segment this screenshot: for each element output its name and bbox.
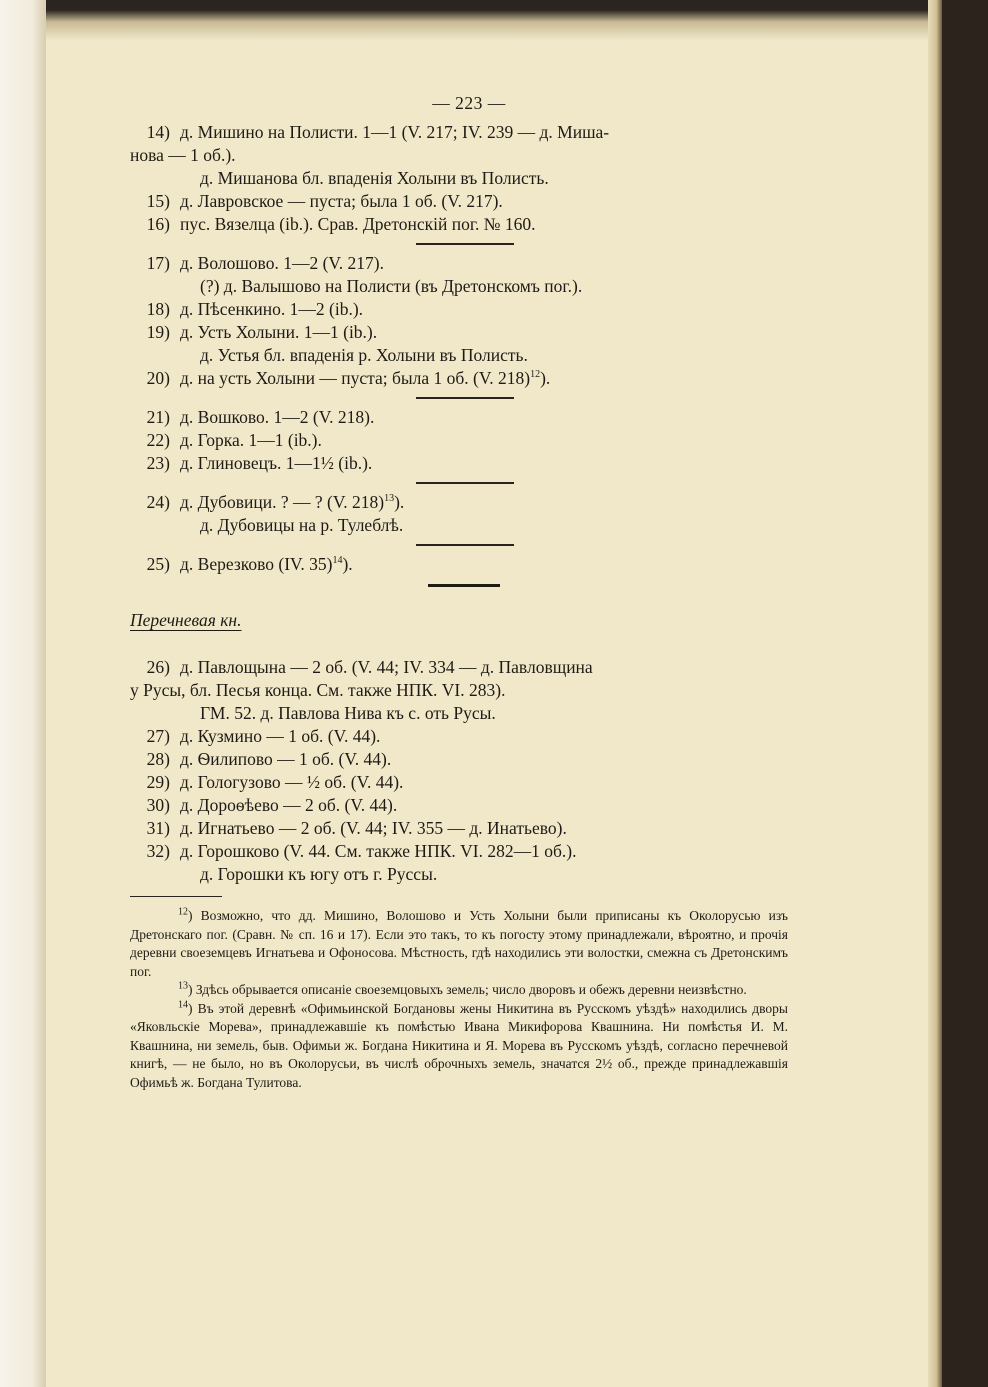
entry-number: 26) bbox=[146, 657, 170, 677]
entry-number: 16) bbox=[146, 214, 170, 234]
entry-text: д. Усть Холыни. 1—1 (ib.). bbox=[180, 322, 378, 342]
entry-note bbox=[130, 702, 788, 725]
footnote-ref: 14 bbox=[332, 555, 343, 567]
entry-tail: ). bbox=[342, 554, 353, 574]
entries-group bbox=[130, 121, 788, 236]
footnote-mark: 12 bbox=[178, 906, 188, 918]
footnote-ref: 12 bbox=[530, 369, 541, 381]
top-shadow bbox=[46, 0, 928, 40]
section-rule bbox=[416, 243, 514, 245]
entry-continuation-text: нова — 1 об.). bbox=[130, 145, 236, 165]
entry-number: 20) bbox=[146, 368, 170, 388]
entries-group bbox=[130, 252, 788, 390]
list-entry bbox=[130, 553, 788, 576]
entry-number: 22) bbox=[146, 430, 170, 450]
entry-text: д. Кузмино — 1 об. (V. 44). bbox=[180, 726, 381, 746]
list-entry bbox=[130, 190, 788, 213]
entry-note-text: (?) д. Валышово на Полисти (въ Дретонскомъ пог.). bbox=[200, 276, 583, 296]
list-entry bbox=[130, 771, 788, 794]
entry-number: 17) bbox=[146, 253, 170, 273]
entry-note bbox=[130, 863, 788, 886]
entry-number: 24) bbox=[146, 492, 170, 512]
footnote bbox=[130, 1000, 788, 1093]
section-rule bbox=[416, 544, 514, 546]
entry-text: д. на усть Холыни — пуста; была 1 об. (V. 218) bbox=[180, 368, 531, 388]
entry-text: д. Глиновецъ. 1—1½ (ib.). bbox=[180, 453, 373, 473]
entry-note-text: д. Дубовицы на р. Тулеблѣ. bbox=[200, 515, 404, 535]
list-entry bbox=[130, 252, 788, 275]
entry-text: д. Горка. 1—1 (ib.). bbox=[180, 430, 322, 450]
entry-number: 27) bbox=[146, 726, 170, 746]
list-entry bbox=[130, 656, 788, 679]
list-entry bbox=[130, 121, 788, 144]
section-title: Перечневая кн. bbox=[130, 610, 242, 630]
entry-text: д. Вошково. 1—2 (V. 218). bbox=[180, 407, 375, 427]
entry-note bbox=[130, 275, 788, 298]
book-left-page-edge bbox=[0, 0, 46, 1387]
footnote-rule bbox=[130, 896, 222, 897]
list-entry bbox=[130, 452, 788, 475]
entries-group bbox=[130, 491, 788, 537]
entry-note-text: д. Горошки къ югу отъ г. Руссы. bbox=[200, 864, 438, 884]
section-rule bbox=[416, 397, 514, 399]
entry-note bbox=[130, 344, 788, 367]
entry-text: д. Лавровское — пуста; была 1 об. (V. 217). bbox=[180, 191, 503, 211]
entry-number: 23) bbox=[146, 453, 170, 473]
list-entry bbox=[130, 213, 788, 236]
entry-continuation bbox=[130, 679, 788, 702]
list-entry bbox=[130, 491, 788, 514]
entry-note-text: ГМ. 52. д. Павлова Нива къ с. оть Русы. bbox=[200, 703, 496, 723]
entry-number: 21) bbox=[146, 407, 170, 427]
list-entry bbox=[130, 367, 788, 390]
entry-tail: ). bbox=[394, 492, 405, 512]
entry-number: 14) bbox=[146, 122, 170, 142]
entry-text: д. Дороѳѣево — 2 об. (V. 44). bbox=[180, 795, 398, 815]
entry-number: 15) bbox=[146, 191, 170, 211]
entry-continuation bbox=[130, 144, 788, 167]
entry-number: 25) bbox=[146, 554, 170, 574]
entry-number: 28) bbox=[146, 749, 170, 769]
footnote-text: ) Въ этой деревнѣ «Офимьинской Богдановы жены Никитина въ Русскомъ уѣздѣ» находились дворы «Яковльскіе Морева», принадлежавшіе къ помѣстью Ивана Микифорова Квашнина. Ни помѣстья И. М. Квашнина, ни земель, быв. Офимьи ж. Богдана Никитина и Я. Морева въ Русскомъ уѣздѣ, согласно перечневой книгѣ, — не было, но въ Околорусьи, въ числѣ оброчныхъ земель, значатся 2½ об., прежде принадлежавшія Офимьѣ ж. Богдана Тулитова. bbox=[130, 1000, 788, 1090]
entries-group bbox=[130, 656, 788, 886]
entry-note-text: д. Устья бл. впаденія р. Холыни въ Полисть. bbox=[200, 345, 528, 365]
entry-text: д. Верезково (IV. 35) bbox=[180, 554, 333, 574]
footnote bbox=[130, 981, 788, 1000]
entry-number: 29) bbox=[146, 772, 170, 792]
list-entry bbox=[130, 748, 788, 771]
entry-note bbox=[130, 514, 788, 537]
entry-text: д. Ѳилипово — 1 об. (V. 44). bbox=[180, 749, 392, 769]
entry-text: д. Павлощына — 2 об. (V. 44; IV. 334 — д. Павловщина bbox=[180, 657, 593, 677]
list-entry bbox=[130, 429, 788, 452]
entry-note bbox=[130, 167, 788, 190]
entry-number: 19) bbox=[146, 322, 170, 342]
entry-text: д. Гологузово — ½ об. (V. 44). bbox=[180, 772, 404, 792]
footnote-mark: 13 bbox=[178, 980, 188, 992]
footnote-text: ) Возможно, что дд. Мишино, Волошово и Усть Холыни были приписаны къ Околорусью изъ Дретонскаго пог. (Сравн. № сп. 16 и 17). Если это такъ, то къ погосту этому принадлежали, вѣроятно, и прочія деревни своеземцевъ Игнатьева и Офоносова. Мѣстность, гдѣ находились эти волостки, смежна съ Дретонскимъ пог. bbox=[130, 908, 788, 979]
entry-number: 30) bbox=[146, 795, 170, 815]
footnotes bbox=[130, 907, 788, 1092]
footnote-mark: 14 bbox=[178, 999, 188, 1010]
entry-text: д. Мишино на Полисти. 1—1 (V. 217; IV. 239 — д. Миша- bbox=[180, 122, 610, 142]
list-entry bbox=[130, 725, 788, 748]
entry-tail: ). bbox=[540, 368, 551, 388]
section-rule-thick bbox=[428, 584, 500, 587]
page-content bbox=[130, 92, 788, 1092]
entries-group bbox=[130, 553, 788, 576]
entry-number: 31) bbox=[146, 818, 170, 838]
entry-number: 32) bbox=[146, 841, 170, 861]
section-rule bbox=[416, 482, 514, 484]
list-entry bbox=[130, 406, 788, 429]
book-binding bbox=[928, 0, 988, 1387]
entry-continuation-text: у Русы, бл. Песья конца. См. также НПК. VI. 283). bbox=[130, 680, 506, 700]
entries-group bbox=[130, 406, 788, 475]
page-number: — 223 — bbox=[432, 93, 506, 113]
entry-text: д. Пѣсенкино. 1—2 (ib.). bbox=[180, 299, 364, 319]
entry-number: 18) bbox=[146, 299, 170, 319]
entry-text: д. Игнатьево — 2 об. (V. 44; IV. 355 — д. Инатьево). bbox=[180, 818, 567, 838]
footnote-text: ) Здѣсь обрывается описаніе своеземцовыхъ земель; число дворовъ и обежъ деревни неизвѣстно. bbox=[188, 982, 747, 997]
list-entry bbox=[130, 840, 788, 863]
entry-text: д. Дубовици. ? — ? (V. 218) bbox=[180, 492, 385, 512]
list-entry bbox=[130, 794, 788, 817]
entry-text: д. Горошково (V. 44. См. также НПК. VI. 282—1 об.). bbox=[180, 841, 577, 861]
list-entry bbox=[130, 817, 788, 840]
footnote bbox=[130, 907, 788, 981]
entry-text: д. Волошово. 1—2 (V. 217). bbox=[180, 253, 384, 273]
list-entry bbox=[130, 298, 788, 321]
entry-text: пус. Вязелца (ib.). Срав. Дретонскій пог. № 160. bbox=[180, 214, 536, 234]
entry-note-text: д. Мишанова бл. впаденія Холыни въ Полисть. bbox=[200, 168, 549, 188]
list-entry bbox=[130, 321, 788, 344]
footnote-ref: 13 bbox=[384, 493, 395, 505]
